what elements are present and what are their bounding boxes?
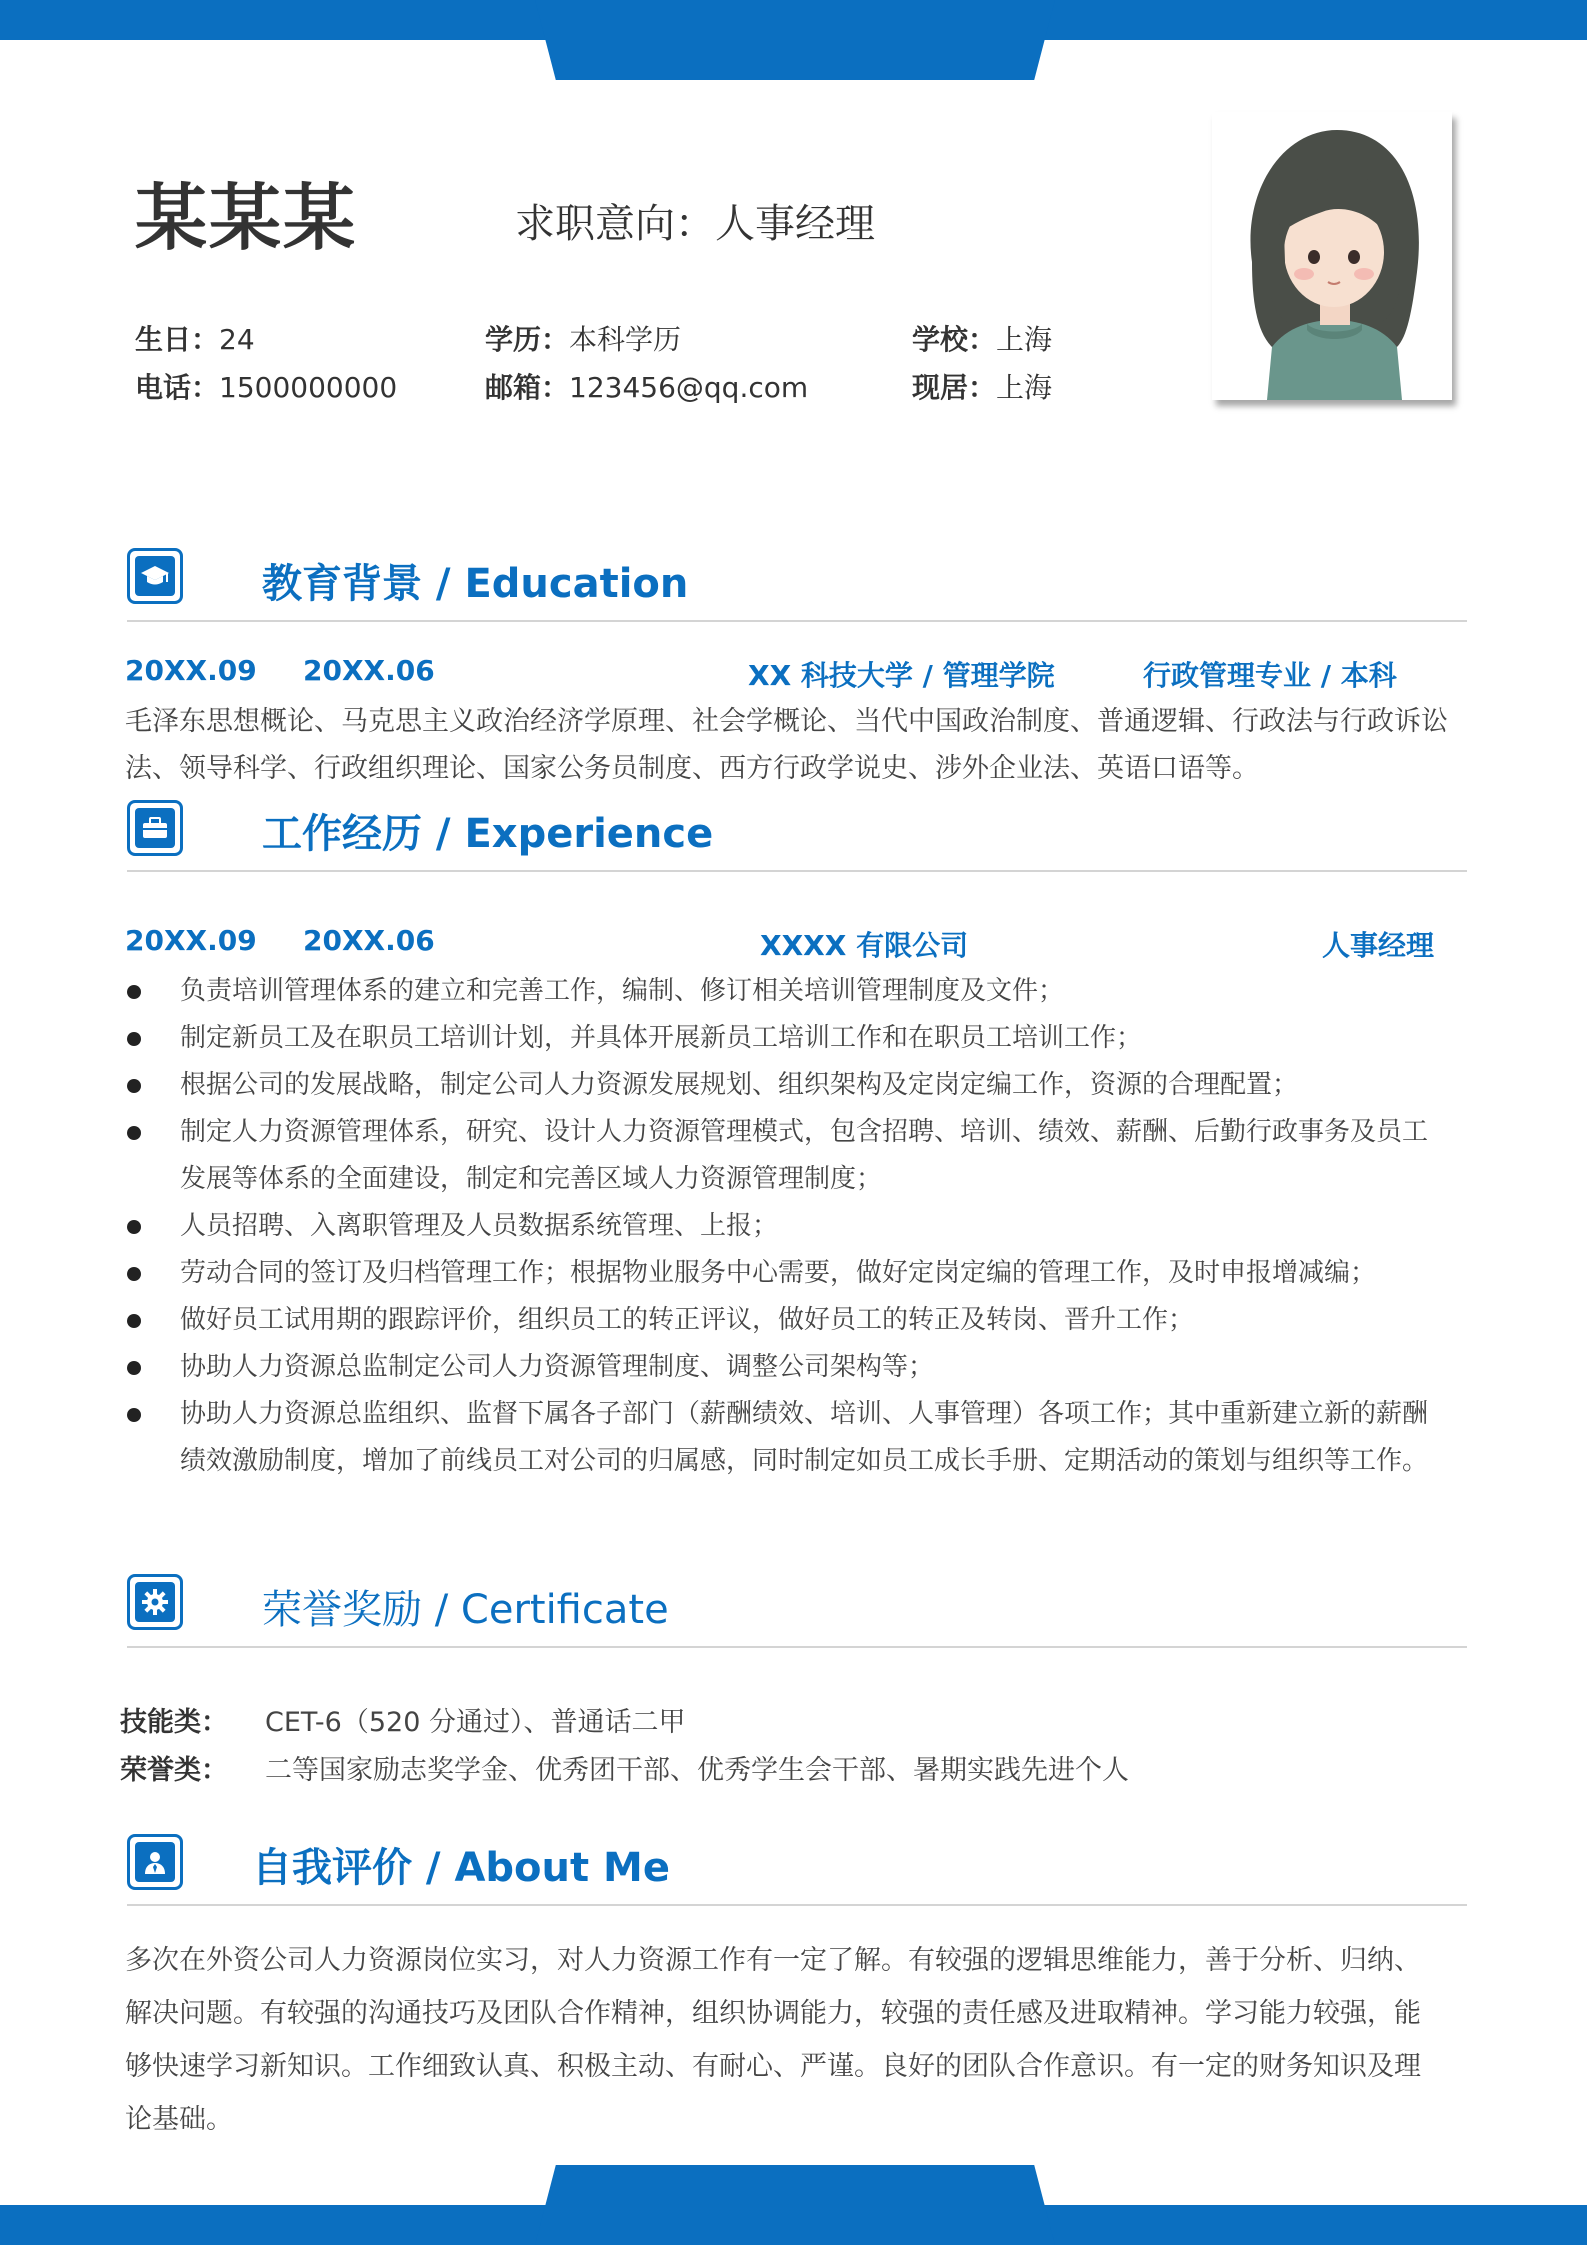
info-label: 现居： — [912, 371, 997, 404]
education-courses: 毛泽东思想概论、马克思主义政治经济学原理、社会学概论、当代中国政治制度、普通逻辑、行政法与行政诉讼法、领导科学、行政组织理论、国家公务员制度、西方行政学说史、涉外企业法、英语口语等。 — [125, 706, 1448, 784]
info-value: 上海 — [996, 323, 1053, 356]
honors-section-icon — [127, 1574, 183, 1630]
info-phone — [135, 366, 397, 406]
awards-label: 荣誉类： — [120, 1755, 228, 1786]
list-item: 负责培训管理体系的建立和完善工作，编制、修订相关培训管理制度及文件； — [125, 968, 1445, 1015]
info-value: 123456@qq.com — [569, 371, 809, 404]
list-item: 协助人力资源总监制定公司人力资源管理制度、调整公司架构等； — [125, 1344, 1445, 1391]
experience-title: 工作经历 / Experience — [262, 811, 714, 857]
list-item: 制定新员工及在职员工培训计划，并具体开展新员工培训工作和在职员工培训工作； — [125, 1015, 1445, 1062]
education-school: XX 科技大学 / 管理学院 — [748, 659, 1055, 692]
honors-title: 荣誉奖励 / Certificate — [262, 1587, 669, 1633]
about-section-icon — [127, 1834, 183, 1890]
info-email — [485, 366, 808, 406]
experience-company: XXXX 有限公司 — [760, 929, 969, 962]
education-major: 行政管理专业 / 本科 — [1143, 659, 1397, 692]
list-item: 制定人力资源管理体系，研究、设计人力资源管理模式，包含招聘、培训、绩效、薪酬、后勤行政事务及员工发展等体系的全面建设，制定和完善区域人力资源管理制度； — [125, 1109, 1445, 1203]
education-end-date: 20XX.06 — [303, 654, 435, 687]
honors-divider — [127, 1646, 1467, 1648]
info-residence — [912, 366, 1052, 406]
experience-section-icon — [127, 800, 183, 856]
list-item: 协助人力资源总监组织、监督下属各子部门（薪酬绩效、培训、人事管理）各项工作；其中重新建立新的薪酬绩效激励制度，增加了前线员工对公司的归属感，同时制定如员工成长手册、定期活动的策划与组织等工作。 — [125, 1391, 1445, 1485]
info-label: 学历： — [485, 323, 570, 356]
avatar-illustration — [1212, 112, 1452, 400]
education-section-icon — [127, 548, 183, 604]
list-item: 做好员工试用期的跟踪评价，组织员工的转正评议，做好员工的转正及转岗、晋升工作； — [125, 1297, 1445, 1344]
info-school — [912, 318, 1052, 358]
info-value: 1500000000 — [219, 371, 398, 404]
job-intent: 求职意向：人事经理 — [515, 201, 875, 247]
top-accent-tab — [535, 0, 1055, 80]
bottom-accent-tab — [535, 2165, 1055, 2245]
graduation-cap-icon — [135, 556, 175, 596]
awards-value: 二等国家励志奖学金、优秀团干部、优秀学生会干部、暑期实践先进个人 — [265, 1755, 1129, 1786]
list-item: 根据公司的发展战略，制定公司人力资源发展规划、组织架构及定岗定编工作，资源的合理配置； — [125, 1062, 1445, 1109]
candidate-name: 某某某 — [135, 176, 358, 260]
list-item: 人员招聘、入离职管理及人员数据系统管理、上报； — [125, 1203, 1445, 1250]
education-divider — [127, 620, 1467, 622]
education-start-date: 20XX.09 — [125, 654, 257, 687]
awards-row — [120, 1748, 1129, 1787]
experience-end-date: 20XX.06 — [303, 924, 435, 957]
experience-divider — [127, 870, 1467, 872]
about-divider — [127, 1904, 1467, 1906]
info-value: 上海 — [996, 371, 1053, 404]
experience-duties-list — [125, 968, 1445, 1485]
skills-label: 技能类： — [120, 1707, 228, 1738]
gear-icon — [135, 1582, 175, 1622]
experience-role: 人事经理 — [1322, 929, 1435, 962]
skills-value: CET-6（520 分通过）、普通话二甲 — [265, 1707, 686, 1738]
info-label: 学校： — [912, 323, 997, 356]
info-label: 电话： — [135, 371, 220, 404]
info-label: 生日： — [135, 323, 220, 356]
info-birthday — [135, 318, 255, 358]
list-item: 劳动合同的签订及归档管理工作；根据物业服务中心需要，做好定岗定编的管理工作，及时申报增减编； — [125, 1250, 1445, 1297]
about-title: 自我评价 / About Me — [252, 1845, 670, 1891]
briefcase-icon — [135, 808, 175, 848]
user-badge-icon — [135, 1842, 175, 1882]
info-value: 24 — [219, 323, 255, 356]
info-value: 本科学历 — [569, 323, 682, 356]
info-degree — [485, 318, 681, 358]
education-title: 教育背景 / Education — [262, 561, 689, 607]
experience-start-date: 20XX.09 — [125, 924, 257, 957]
skills-row — [120, 1700, 685, 1739]
info-label: 邮箱： — [485, 371, 570, 404]
about-text: 多次在外资公司人力资源岗位实习，对人力资源工作有一定了解。有较强的逻辑思维能力，善于分析、归纳、解决问题。有较强的沟通技巧及团队合作精神，组织协调能力，较强的责任感及进取精神。学习能力较强，能够快速学习新知识。工作细致认真、积极主动、有耐心、严谨。良好的团队合作意识。有一定的财务知识及理论基础。 — [125, 1945, 1421, 2135]
profile-photo — [1212, 112, 1452, 400]
